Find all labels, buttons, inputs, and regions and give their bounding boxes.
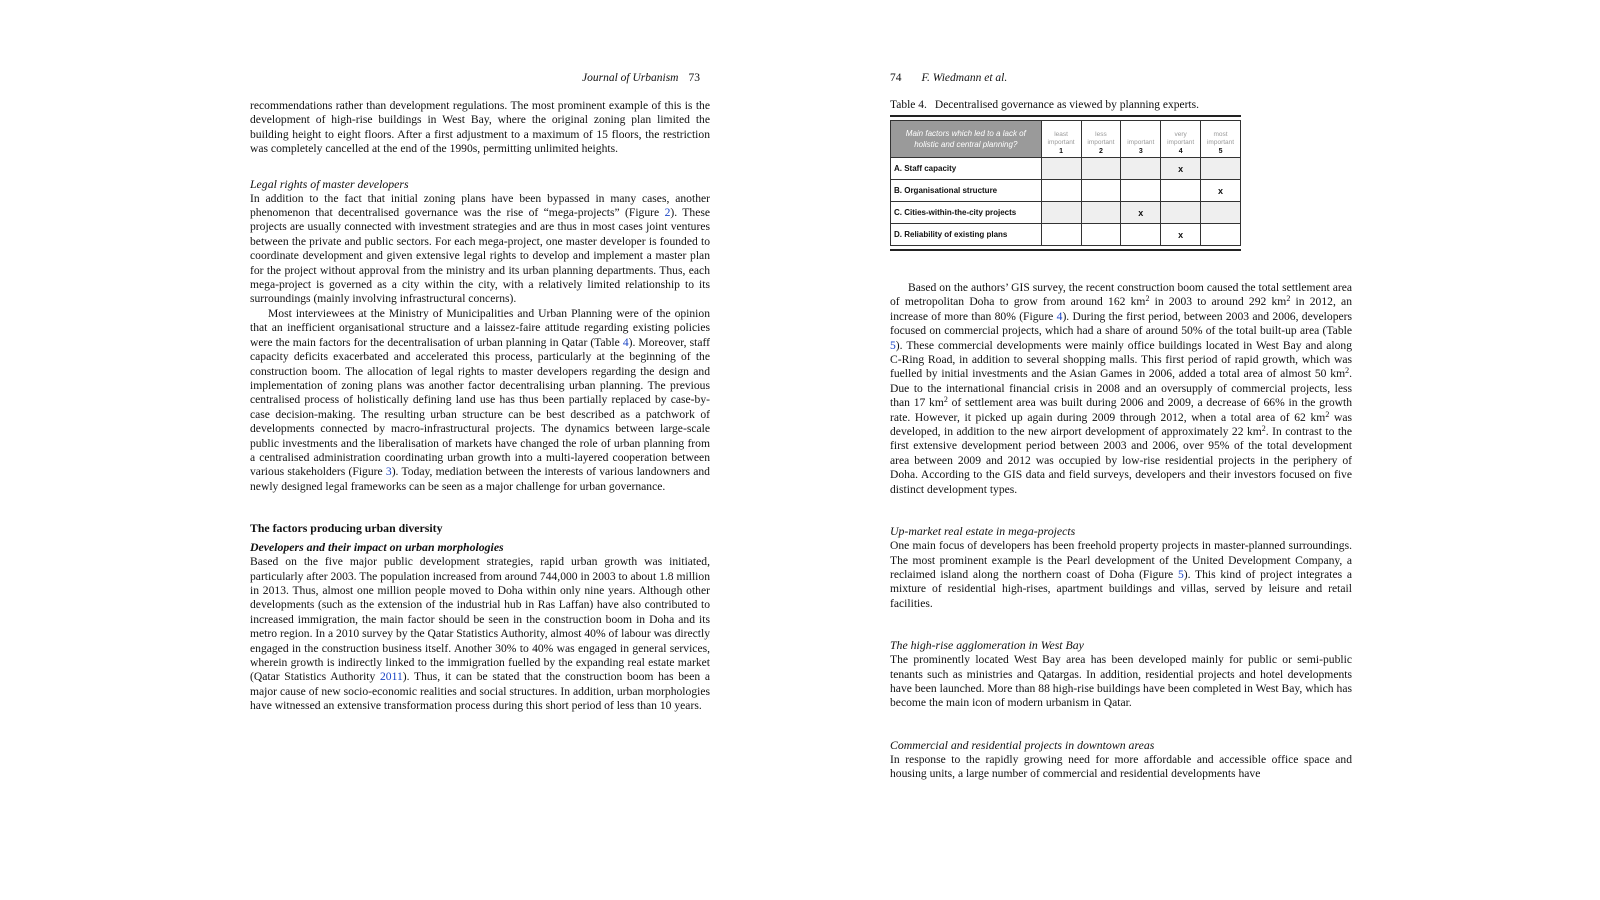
figure-link[interactable]: 3 [385, 465, 392, 479]
page-number-right: 74 [890, 72, 902, 84]
scale-header: least important 1 [1041, 121, 1081, 158]
rating-cell [1201, 224, 1241, 246]
rating-cell [1081, 202, 1121, 224]
heading-westbay: The high-rise agglomeration in West Bay [890, 638, 1084, 653]
factor-label: C. Cities-within-the-city projects [891, 202, 1042, 224]
question-header: Main factors which led to a lack of holistic and central planning? [891, 121, 1042, 158]
figure-link[interactable]: 2 [664, 206, 671, 220]
paragraph-legal-2: Most interviewees at the Ministry of Municipalities and Urban Planning were of the opinion that an inefficient organisational structure and a laissez-faire attitude regarding existing policies were the main factors for the decentralisation of urban planning in Qatar (Table 4). Moreover, staff capacity deficits exacerbated and accelerated this process, particularly at the beginning of the construction boom. The allocation of legal rights to master developers regarding the design and implementation of zoning plans was another factor decentralising urban planning. The previous centralised process of holistically defining land use has thus been partially replaced by case-by-case decision-making. The resulting urban structure can be best described as a patchwork of developments connected by macro-infrastructural projects. The dynamics between large-scale public investments and the liberalisation of markets have changed the role of urban planning from a centralised administration coordinating urban growth into a multi-layered cooperation between various stakeholders (Figure 3). Today, mediation between the interests of various landowners and newly designed legal frameworks can be seen as a major challenge for urban governance. [250, 306, 710, 493]
rating-cell [1081, 158, 1121, 180]
rating-cell [1041, 180, 1081, 202]
rating-cell [1201, 158, 1241, 180]
figure-link[interactable]: 4 [1056, 309, 1063, 323]
rating-cell: x [1161, 224, 1201, 246]
table-row [891, 180, 1241, 202]
rating-cell [1081, 224, 1121, 246]
rating-cell [1081, 180, 1121, 202]
governance-table [890, 120, 1241, 246]
citation-link[interactable]: 2011 [380, 670, 403, 684]
figure-link[interactable]: 5 [1177, 567, 1184, 581]
paragraph-westbay: The prominently located West Bay area has been developed mainly for public or semi-public tenants such as ministries and Qatargas. In addition, residential projects and hotel developments have been launched. More than 88 high-rise buildings have been completed in West Bay, which has become the main icon of modern urbanism in Qatar. [890, 653, 1352, 710]
scale-header: less important 2 [1081, 121, 1121, 158]
rating-cell [1161, 180, 1201, 202]
rating-cell [1041, 202, 1081, 224]
journal-title: Journal of Urbanism [582, 72, 679, 84]
heading-downtown: Commercial and residential projects in downtown areas [890, 737, 1155, 752]
heading-upmarket: Up-market real estate in mega-projects [890, 524, 1076, 539]
table-row [891, 202, 1241, 224]
rating-cell [1121, 180, 1161, 202]
table-row [891, 158, 1241, 180]
rating-cell [1041, 224, 1081, 246]
rating-cell [1041, 158, 1081, 180]
rating-cell: x [1161, 158, 1201, 180]
factor-label: B. Organisational structure [891, 180, 1042, 202]
rating-cell: x [1201, 180, 1241, 202]
paragraph-gis: Based on the authors’ GIS survey, the recent construction boom caused the total settlement area of metropolitan Doha to grow from around 162 $km^2$ in 2003 to around 292 $km^2$ in 2012, an increase of more than 80% (Figure 4). During the first period, between 2003 and 2006, developers focused on commercial projects, which had a share of around 50% of the total built-up area (Table 5). These commercial developments were mainly office buildings located in West Bay and along C-Ring Road, in addition to several shopping malls. This first period of rapid growth, which was fuelled by initial investments and the Asian Games in 2006, added a total area of almost 50 $km^2$. Due to the international financial crisis in 2008 and an oversupply of commercial projects, less than 17 $km^2$ of settlement area was built during 2006 and 2009, a decrease of 66% in the growth rate. However, it picked up again during 2009 through 2012, when a total area of 62 $km^2$ was developed, in addition to the new airport development of approximately 22 $km^2$. In contrast to the first extensive development period between 2003 and 2006, over 95% of the total development area between 2009 and 2012 was occupied by low-rise residential projects in the periphery of Doha. According to the GIS data and field surveys, developers and their investors focused on five distinct development types. [890, 281, 1353, 496]
table-row [891, 224, 1241, 246]
running-head-left [582, 72, 710, 84]
paragraph-intro: recommendations rather than development regulations. The most prominent example of this is the development of high-rise buildings in West Bay, where the original zoning plan limited the building height to eight floors. After a first adjustment to a maximum of 15 floors, the restriction was completely cancelled at the end of the 1990s, permitting unlimited heights. [250, 99, 710, 156]
running-head-right [890, 72, 1007, 84]
heading-legal-rights: Legal rights of master developers [250, 176, 409, 191]
paragraph-developers: Based on the five major public development strategies, rapid urban growth was initiated, particularly after 2003. The population increased from around 744,000 in 2003 to about 1.8 million in 2013. Thus, almost one million people moved to Doha within only nine years. Although other developments (such as the extension of the industrial hub in Ras Laffan) have also contributed to increased immigration, the main factor should be seen in the construction boom in Doha and its metro region. In a 2010 survey by the Qatar Statistics Authority, almost 40% of labour was directly engaged in the construction business itself. Another 30% to 40% was engaged in general services, wherein growth is indirectly linked to the immigration fuelled by the expanding real estate market (Qatar Statistics Authority 2011). Thus, it can be stated that the construction boom has been a major cause of new socio-economic realities and social structures. In addition, urban morphologies have witnessed an extensive transformation process during this short period of less than 10 years. [250, 555, 710, 713]
paragraph-downtown: In response to the rapidly growing need for more affordable and accessible office space and housing units, a large number of commercial and residential developments have [890, 752, 1352, 781]
subsection-heading: Developers and their impact on urban morphologies [250, 540, 504, 555]
table-link[interactable]: 5 [890, 338, 896, 352]
page-number-left: 73 [688, 72, 700, 84]
right-page [890, 0, 1352, 900]
rating-cell [1121, 224, 1161, 246]
left-body [250, 99, 710, 714]
paragraph-legal-1: In addition to the fact that initial zoning plans have been bypassed in many cases, another phenomenon that decentralised governance was the rise of “mega-projects” (Figure 2). These projects are usually connected with investment strategies and are thus in most cases joint ventures between the private and public sectors. For each mega-project, one master developer is founded to coordinate development and given extensive legal rights to develop and implement a master plan for the project without approval from the ministry and its urban planning departments. Thus, each mega-project is governed as a city within the city, with a relatively limited relationship to its surroundings (mainly involving infrastructural concerns). [250, 191, 710, 306]
factor-label: A. Staff capacity [891, 158, 1042, 180]
right-body [890, 281, 1352, 782]
left-page [250, 0, 710, 900]
rating-cell [1201, 202, 1241, 224]
table-title: Decentralised governance as viewed by planning experts. [934, 99, 1199, 111]
rating-cell: x [1121, 202, 1161, 224]
paragraph-upmarket: One main focus of developers has been freehold property projects in master-planned surroundings. The most prominent example is the Pearl development of the United Development Company, a reclaimed island along the northern coast of Doha (Figure 5). This kind of project integrates a mixture of residential high-rises, apartment buildings and villas, served by leisure and retail facilities. [890, 539, 1352, 610]
table-label: Table 4. [890, 99, 927, 111]
scale-header: important 3 [1121, 121, 1161, 158]
rating-cell [1121, 158, 1161, 180]
section-heading: The factors producing urban diversity [250, 521, 443, 536]
rating-cell [1161, 202, 1201, 224]
scale-header: most important 5 [1201, 121, 1241, 158]
authors: F. Wiedmann et al. [921, 72, 1008, 84]
table-link[interactable]: 4 [622, 335, 629, 349]
scale-header: very important 4 [1161, 121, 1201, 158]
table-4 [890, 115, 1241, 251]
factor-label: D. Reliability of existing plans [891, 224, 1042, 246]
table-header-row [891, 121, 1241, 158]
table-caption [890, 99, 1199, 111]
